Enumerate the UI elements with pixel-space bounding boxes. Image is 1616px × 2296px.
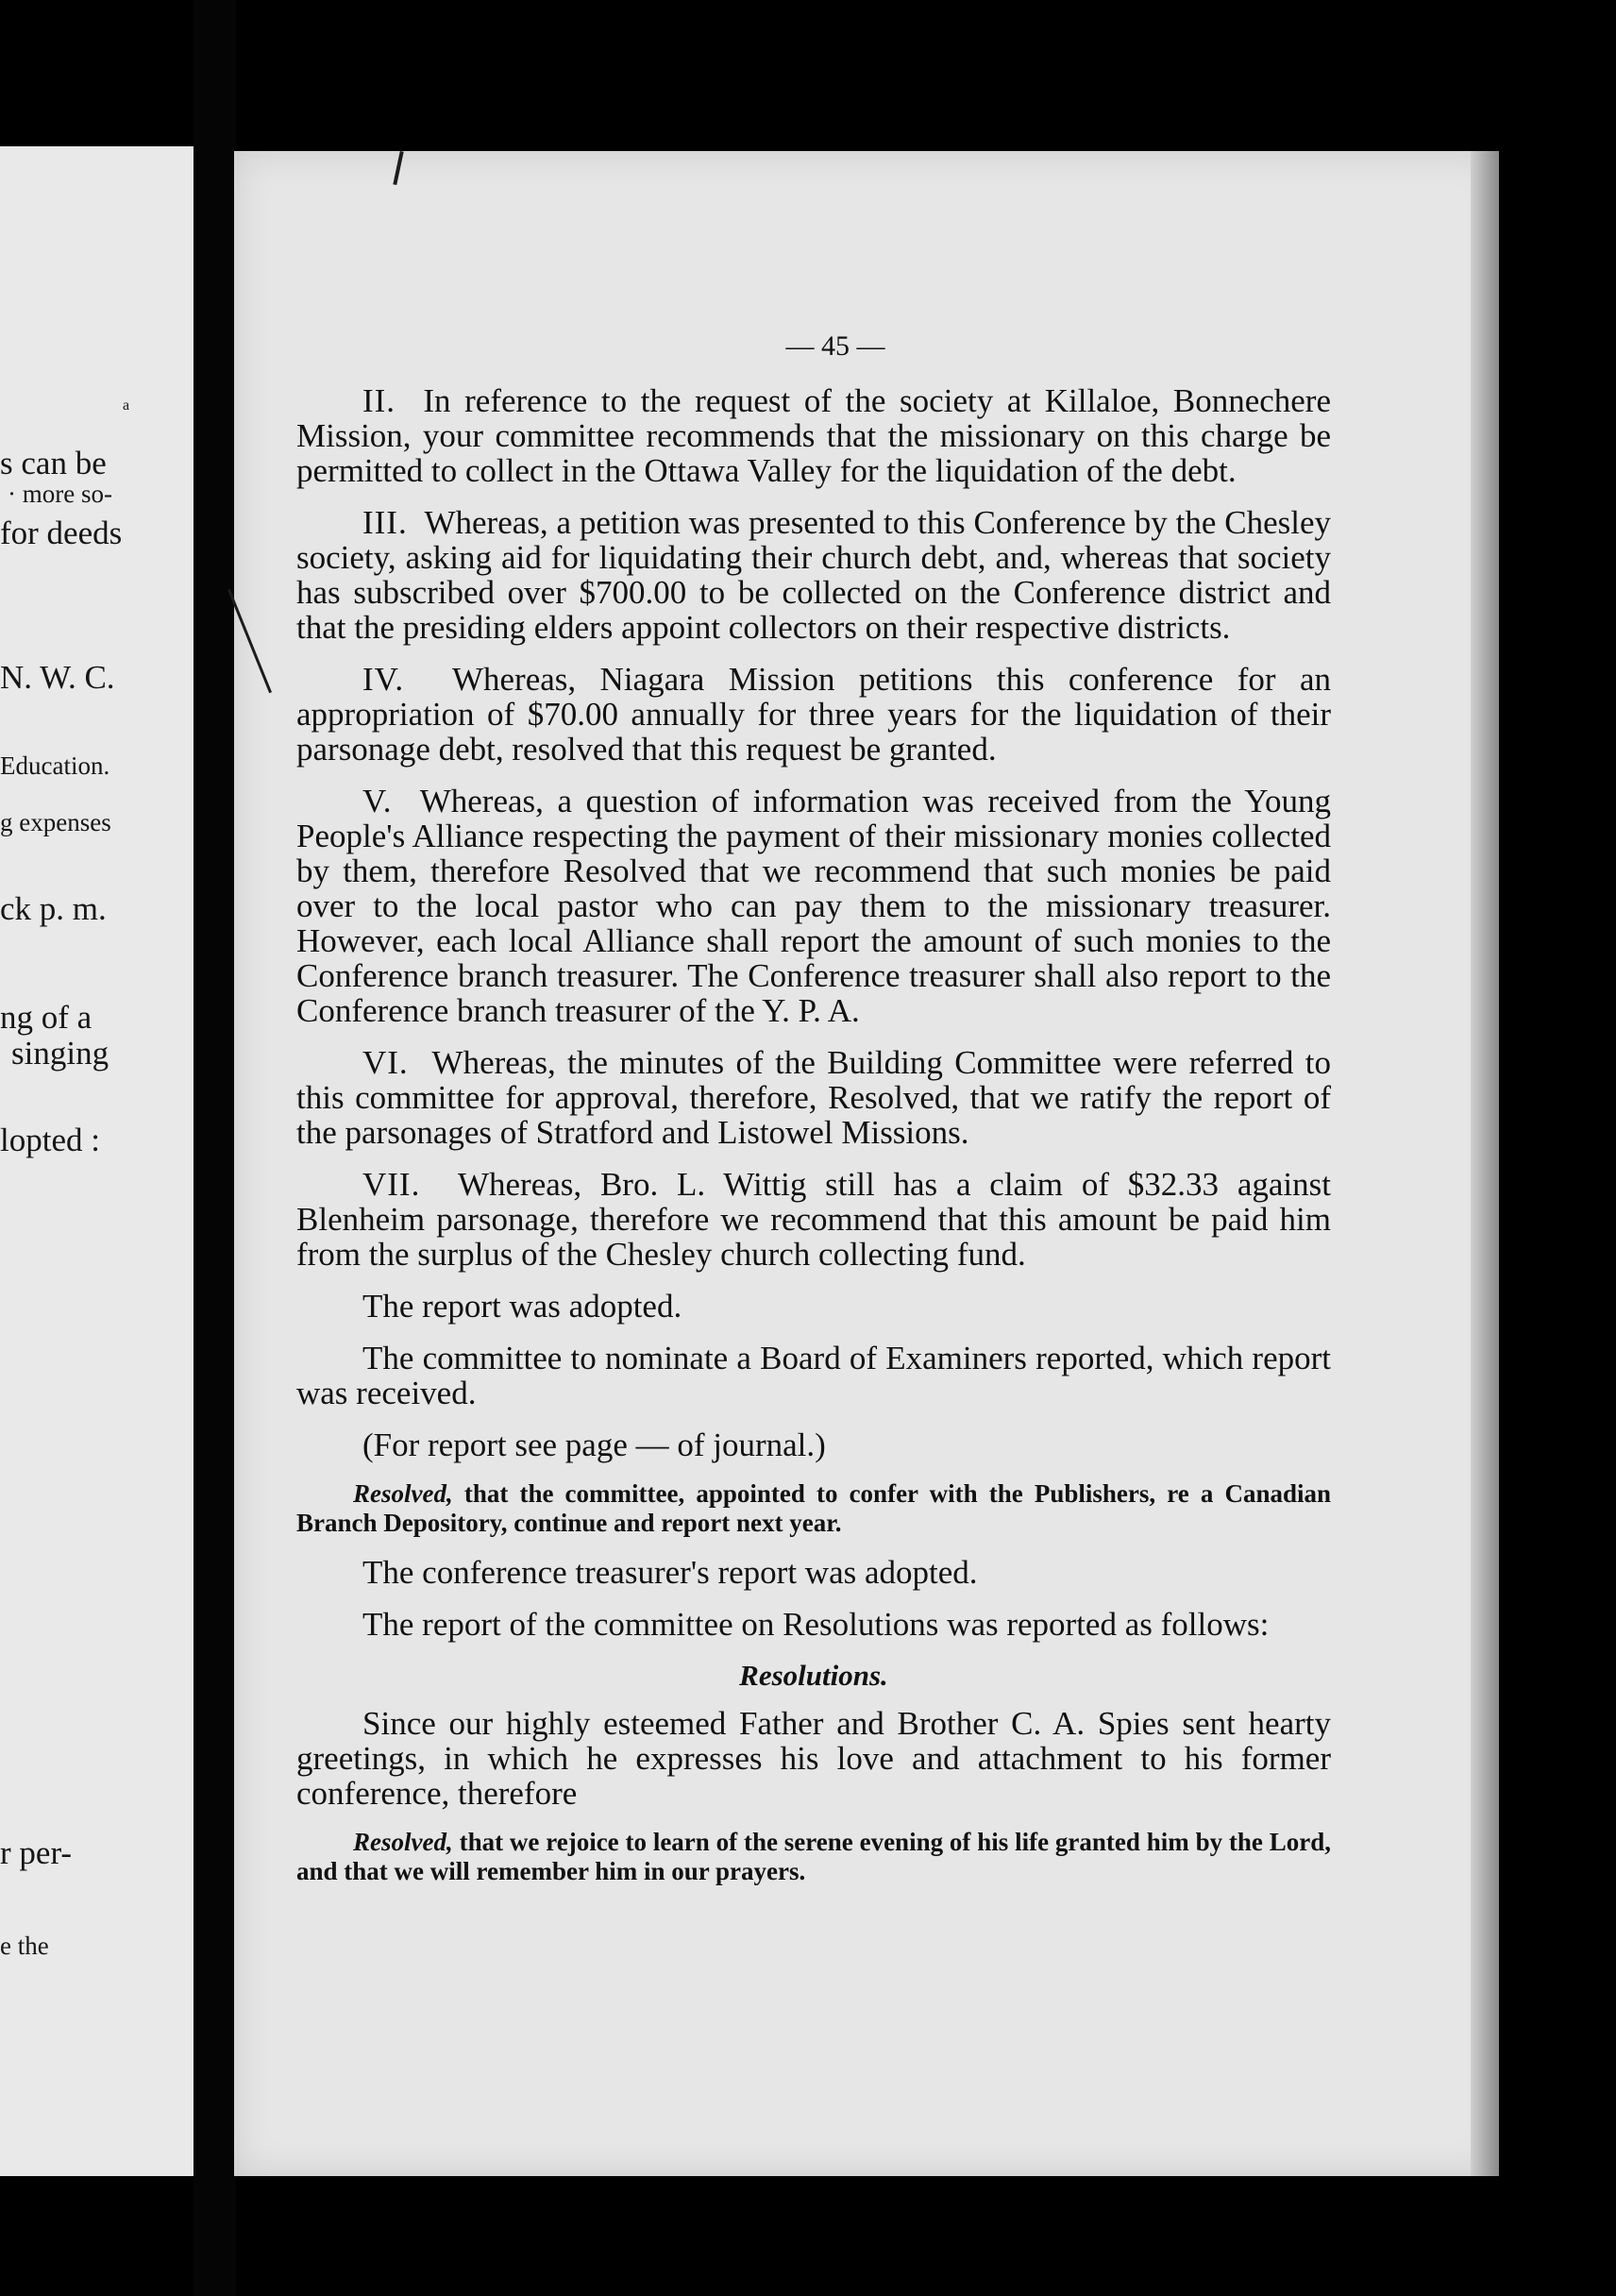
report-adopted: The report was adopted. xyxy=(362,1288,682,1325)
paragraph-v xyxy=(296,784,1331,1028)
left-page-fragment: lopted : xyxy=(0,1122,100,1158)
paragraph-text: Whereas, Niagara Mission petitions this conference for an appropriation of $70.00 annually for three years for the liquidation of their parsonage debt, resolved that this request be granted. xyxy=(296,661,1331,768)
page-content xyxy=(296,330,1331,1903)
resolved-text: that the committee, appointed to confer with the Publishers, re a Canadian Branch Depository, continue and report next year. xyxy=(296,1479,1331,1537)
paragraph-text: Whereas, the minutes of the Building Committee were referred to this committee for approval, therefore, Resolved, that we ratify the report of the parsonages of Stratford and Listowel Missions. xyxy=(296,1044,1331,1151)
left-page-fragment: singing xyxy=(11,1035,109,1072)
left-page-fragment: e the xyxy=(0,1932,49,1960)
left-page-fragment: a xyxy=(123,397,130,414)
left-page-fragment: · more so- xyxy=(8,480,112,508)
nominate-board-paragraph: The committee to nominate a Board of Examiners reported, which report was received. xyxy=(296,1340,1331,1411)
left-page-fragment: s can be xyxy=(0,445,107,481)
book-spine xyxy=(194,0,236,2296)
page-number: — 45 — xyxy=(785,330,885,362)
left-page-fragment: Education. xyxy=(0,751,110,780)
resolved-lead: Resolved, xyxy=(353,1479,453,1508)
spies-paragraph: Since our highly esteemed Father and Brother C. A. Spies sent hearty greetings, in which he expresses his love and attachment to his former conference, therefore xyxy=(296,1705,1331,1812)
left-page-fragment: N. W. C. xyxy=(0,659,115,696)
resolved-text: that we rejoice to learn of the serene evening of his life granted him by the Lord, and that we will remember him in our prayers. xyxy=(296,1828,1332,1885)
paragraph-label: V. xyxy=(362,783,393,819)
paragraph-text: Whereas, Bro. L. Wittig still has a claim of $32.33 against Blenheim parsonage, therefore we recommend that this amount be paid him from the surplus of the Chesley church collecting fund. xyxy=(296,1166,1332,1273)
for-report-note: (For report see page — of journal.) xyxy=(362,1427,826,1463)
paragraph-text: Whereas, a question of information was received from the Young People's Alliance respecting the payment of their missionary monies collected by them, therefore Resolved that we recommend that such monies be paid over to the local pastor who can pay them to the missionary treasurer. However, each local Alliance shall report the amount of such monies to the Conference branch treasurer. The Conference treasurer shall also report to the Conference branch treasurer of the Y. P. A. xyxy=(296,783,1332,1029)
resolved-lead: Resolved, xyxy=(353,1828,453,1856)
pencil-mark xyxy=(227,589,272,694)
paragraph-vi xyxy=(296,1045,1331,1150)
left-facing-page xyxy=(0,146,194,2176)
paragraph-ii xyxy=(296,383,1331,488)
paragraph-label: VII. xyxy=(362,1166,421,1203)
paragraph-label: IV. xyxy=(362,661,405,698)
left-page-fragment: for deeds xyxy=(0,515,123,551)
pencil-mark xyxy=(393,151,403,185)
paragraph-iv xyxy=(296,662,1331,767)
left-page-fragment: ng of a xyxy=(0,999,93,1036)
left-page-fragment: r per- xyxy=(0,1834,73,1871)
paragraph-label: VI. xyxy=(362,1044,409,1081)
page-45 xyxy=(234,151,1499,2176)
paragraph-label: II. xyxy=(362,382,396,419)
left-page-fragment: g expenses xyxy=(0,808,111,836)
page-edge xyxy=(1471,151,1499,2176)
resolutions-intro: The report of the committee on Resolutions was reported as follows: xyxy=(362,1606,1270,1643)
paragraph-text: Whereas, a petition was presented to this Conference by the Chesley society, asking aid for liquidating their church debt, and, whereas that society has subscribed over $700.00 to be collected on the Conference district and that the presiding elders appoint collectors on their respective districts. xyxy=(296,504,1331,646)
paragraph-vii xyxy=(296,1167,1331,1272)
paragraph-iii xyxy=(296,505,1331,645)
resolved-spies xyxy=(296,1828,1331,1886)
left-page-fragment: ck p. m. xyxy=(0,890,107,927)
resolved-publishers xyxy=(296,1479,1331,1538)
paragraph-label: III. xyxy=(362,504,408,541)
paragraph-text: In reference to the request of the society at Killaloe, Bonnechere Mission, your committee recommends that the missionary on this charge be permitted to collect in the Ottawa Valley for the liquidation of the debt. xyxy=(296,382,1331,489)
treasurer-report: The conference treasurer's report was adopted. xyxy=(362,1554,978,1591)
resolutions-heading: Resolutions. xyxy=(739,1659,888,1692)
